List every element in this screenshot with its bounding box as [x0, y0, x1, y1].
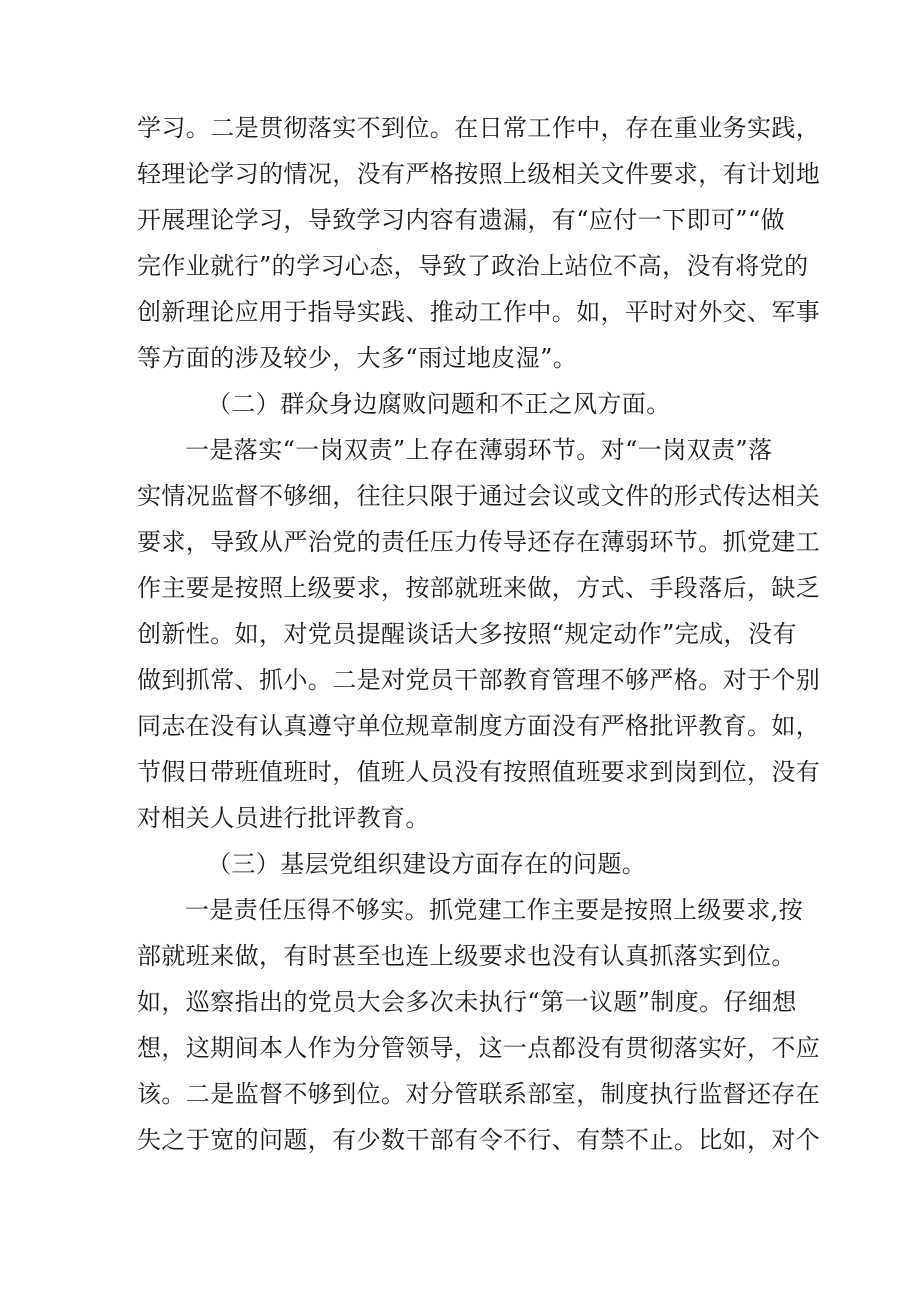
- text-line: 对相关人员进行批评教育。: [137, 804, 430, 832]
- section-heading: （三）基层党组织建设方面存在的问题。: [207, 850, 647, 878]
- text-line: 部就班来做，有时甚至也连上级要求也没有认真抓落实到位。: [137, 942, 796, 970]
- text-line: 同志在没有认真遵守单位规章制度方面没有严格批评教育。如，: [137, 712, 821, 740]
- text-line: 轻理论学习的情况，没有严格按照上级相关文件要求，有计划地: [137, 160, 821, 188]
- text-line: 想，这期间本人作为分管领导，这一点都没有贯彻落实好，不应: [137, 1034, 821, 1062]
- text-line: 如，巡察指出的党员大会多次未执行“第一议题”制度。仔细想: [137, 988, 797, 1016]
- text-line: 等方面的涉及较少，大多“雨过地皮湿”。: [137, 344, 578, 372]
- paragraph-first-line: 一是责任压得不够实。抓党建工作主要是按照上级要求,按: [185, 896, 804, 924]
- text-line: 创新性。如，对党员提醒谈话大多按照“规定动作”完成，没有: [137, 620, 797, 648]
- text-line: 完作业就行”的学习心态，导致了政治上站位不高，没有将党的: [137, 252, 809, 280]
- text-line: 该。二是监督不够到位。对分管联系部室，制度执行监督还存在: [137, 1080, 821, 1108]
- section-heading: （二）群众身边腐败问题和不正之风方面。: [207, 390, 671, 418]
- text-line: 开展理论学习，导致学习内容有遗漏，有“应付一下即可”“做: [137, 206, 786, 234]
- text-line: 节假日带班值班时，值班人员没有按照值班要求到岗到位，没有: [137, 758, 821, 786]
- text-line: 创新理论应用于指导实践、推动工作中。如，平时对外交、军事: [137, 298, 821, 326]
- text-line: 作主要是按照上级要求，按部就班来做，方式、手段落后，缺乏: [137, 574, 821, 602]
- text-line: 要求，导致从严治党的责任压力传导还存在薄弱环节。抓党建工: [137, 528, 821, 556]
- document-body: [137, 105, 821, 1163]
- text-line: 实情况监督不够细，往往只限于通过会议或文件的形式传达相关: [137, 482, 821, 510]
- text-line: 失之于宽的问题，有少数干部有令不行、有禁不止。比如，对个: [137, 1126, 821, 1154]
- paragraph-first-line: 一是落实“一岗双责”上存在薄弱环节。对“一岗双责”落: [185, 436, 773, 464]
- text-line: 学习。二是贯彻落实不到位。在日常工作中，存在重业务实践，: [137, 114, 821, 142]
- text-line: 做到抓常、抓小。二是对党员干部教育管理不够严格。对于个别: [137, 666, 821, 694]
